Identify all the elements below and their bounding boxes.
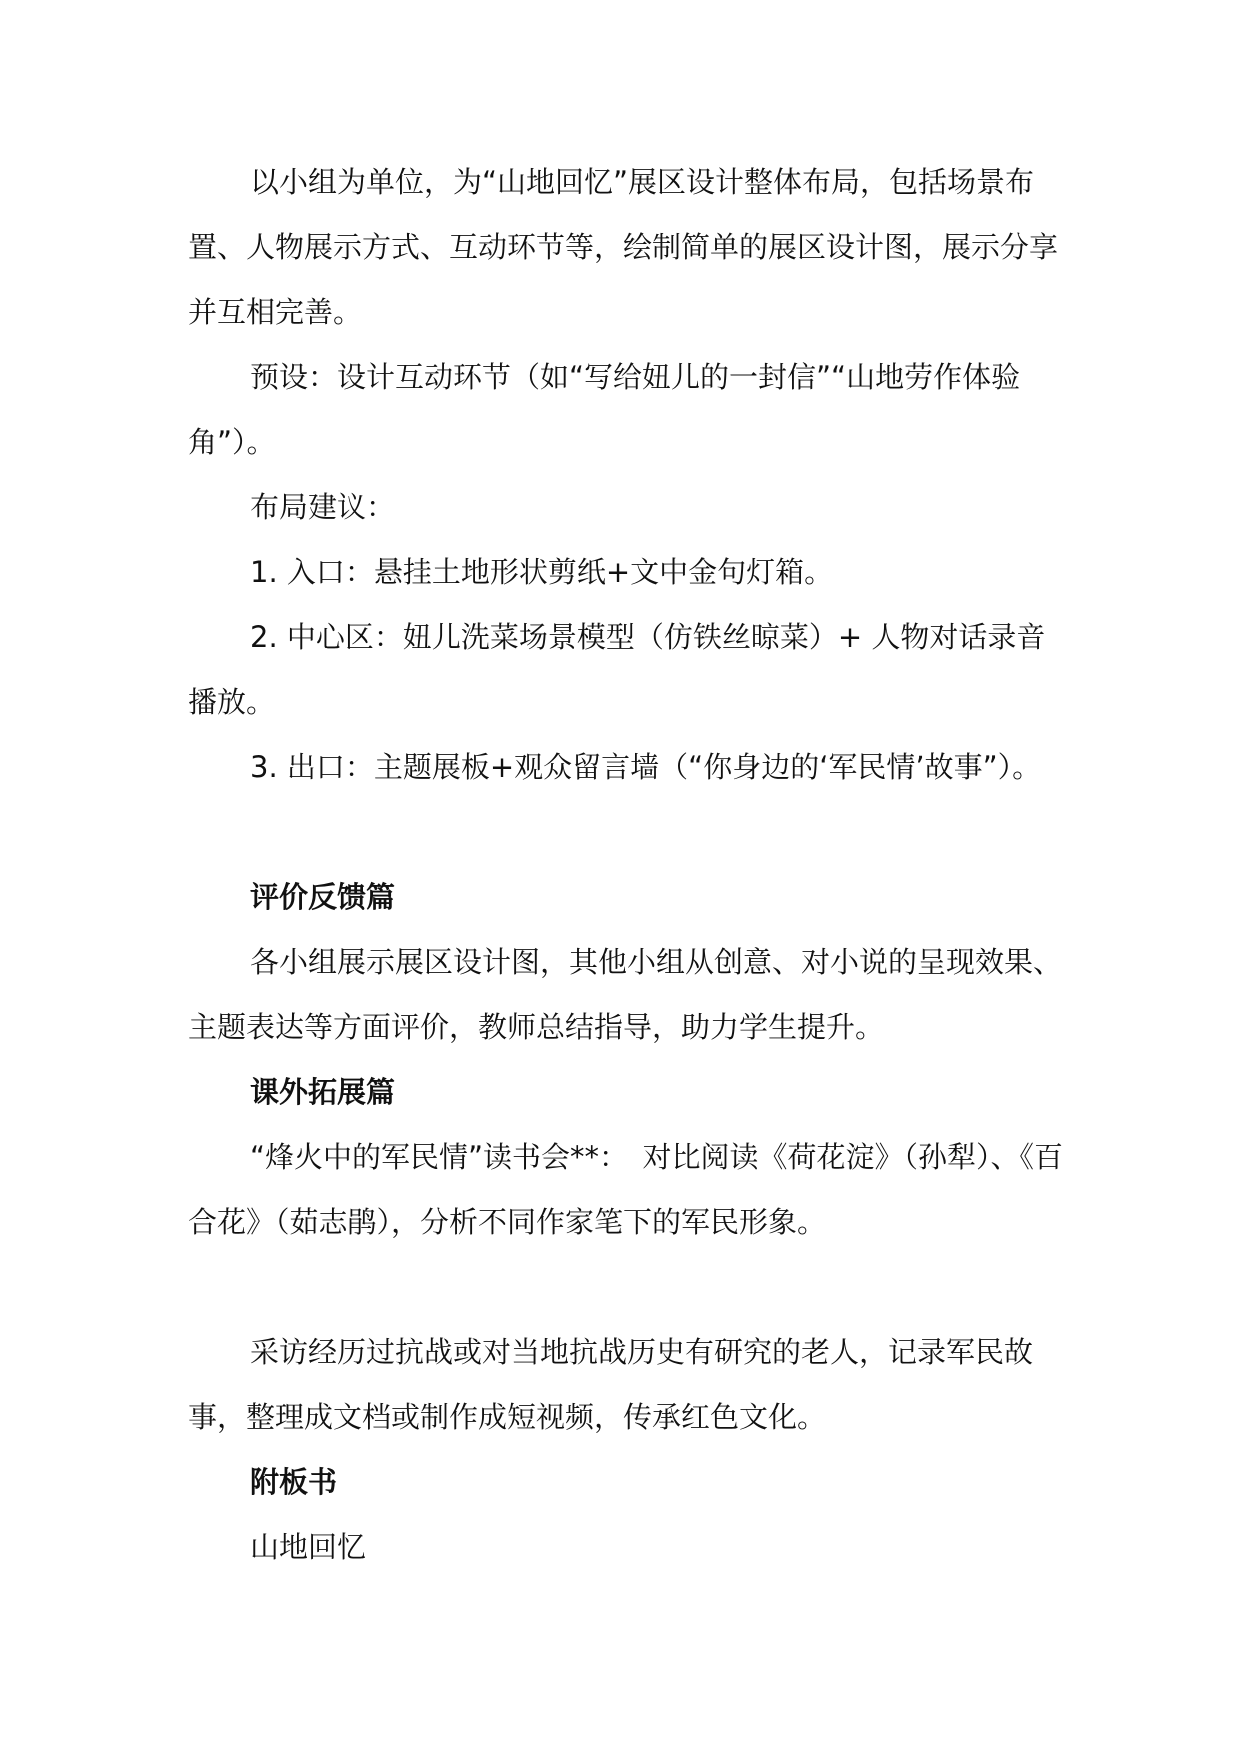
list-item-entrance: 1. 入口：悬挂土地形状剪纸+文中金句灯箱。: [250, 555, 834, 589]
list-item-center: 2. 中心区：妞儿洗菜场景模型（仿铁丝晾菜）+ 人物对话录音播放。: [188, 620, 1046, 719]
paragraph-design-task: 以小组为单位，为“山地回忆”展区设计整体布局，包括场景布置、人物展示方式、互动环节等，绘制简单的展区设计图，展示分享并互相完善。: [188, 165, 1059, 329]
heading-evaluation: 评价反馈篇: [250, 880, 396, 914]
paragraph-evaluation: 各小组展示展区设计图，其他小组从创意、对小说的呈现效果、主题表达等方面评价，教师总结指导，助力学生提升。: [188, 945, 1063, 1044]
paragraph-layout-suggestion: 布局建议：: [250, 490, 396, 524]
paragraph-blackboard-title: 山地回忆: [250, 1530, 367, 1564]
paragraph-interview: 采访经历过抗战或对当地抗战历史有研究的老人，记录军民故事，整理成文档或制作成短视频，传承红色文化。: [188, 1335, 1034, 1434]
paragraph-preset: 预设：设计互动环节（如“写给妞儿的一封信”“山地劳作体验角”）。: [188, 360, 1021, 459]
heading-extension: 课外拓展篇: [250, 1075, 396, 1109]
blank-line: [188, 800, 1068, 865]
list-item-exit: 3. 出口：主题展板+观众留言墙（“你身边的‘军民情’故事”）。: [250, 750, 1042, 784]
document-body: [188, 150, 1068, 1580]
blank-line: [188, 1255, 1068, 1320]
heading-blackboard: 附板书: [250, 1465, 338, 1499]
paragraph-reading-club: “烽火中的军民情”读书会**： 对比阅读《荷花淀》（孙犁）、《百合花》（茹志鹃），分析不同作家笔下的军民形象。: [188, 1140, 1064, 1239]
